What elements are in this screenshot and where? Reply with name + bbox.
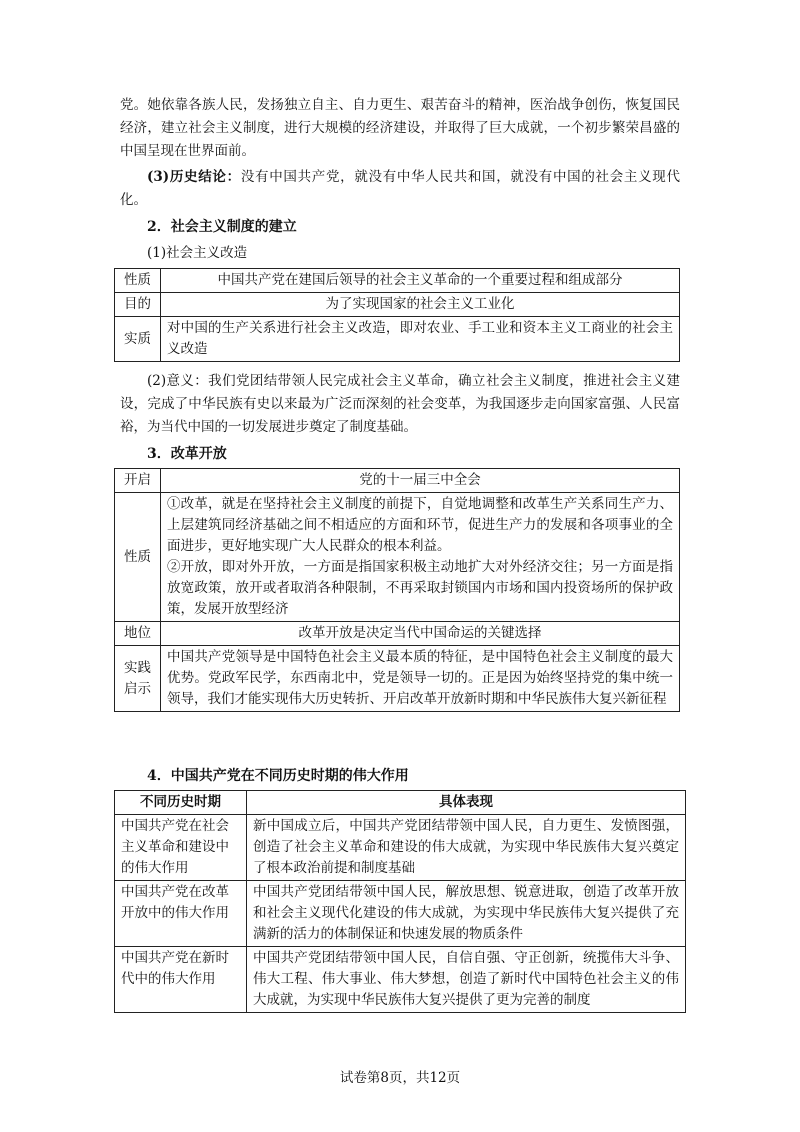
section-2-heading: 2．社会主义制度的建立 [147, 219, 297, 235]
table-row [115, 622, 680, 646]
table-value: 对中国的生产关系进行社会主义改造，即对农业、手工业和资本主义工商业的社会主义改造 [161, 317, 680, 362]
period-cell: 中国共产党在社会主义革命和建设中的伟大作用 [115, 815, 247, 881]
section-3-heading: 3．改革开放 [147, 446, 227, 462]
table-key: 开启 [115, 469, 161, 493]
table-key: 目的 [115, 293, 161, 317]
detail-cell: 中国共产党团结带领中国人民，自信自强、守正创新，统揽伟大斗争、伟大工程、伟大事业、伟大梦想，创造了新时代中国特色社会主义的伟大成就，为实现中华民族伟大复兴提供了更为完善的制度 [247, 947, 686, 1013]
page-footer: 试卷第8页，共12页 [339, 1070, 461, 1086]
reform-opening-table [114, 468, 680, 712]
table-row [115, 493, 680, 622]
table-value: 改革开放是决定当代中国命运的关键选择 [161, 622, 680, 646]
table-row [115, 881, 686, 947]
table-value: 为了实现国家的社会主义工业化 [161, 293, 680, 317]
table-value [161, 493, 680, 622]
intro-paragraph: 党。她依靠各族人民，发扬独立自主、自力更生、艰苦奋斗的精神，医治战争创伤，恢复国民经济，建立社会主义制度，进行大规模的经济建设，并取得了巨大成就，一个初步繁荣昌盛的中国呈现在世界面前。 [120, 97, 680, 159]
historical-conclusion-text: 没有中国共产党，就没有中华人民共和国，就没有中国的社会主义现代化。 [120, 169, 681, 208]
historical-conclusion [120, 166, 680, 212]
table-value: 党的十一届三中全会 [161, 469, 680, 493]
table-row [115, 317, 680, 362]
table-value: 中国共产党领导是中国特色社会主义最本质的特征，是中国特色社会主义制度的最大优势。党政军民学，东西南北中，党是领导一切的。正是因为始终坚持党的集中统一领导，我们才能实现伟大历史转折、开启改革开放新时期和中华民族伟大复兴新征程 [161, 646, 680, 712]
table-row [115, 293, 680, 317]
significance-paragraph: (2)意义：我们党团结带领人民完成社会主义革命，确立社会主义制度，推进社会主义建设，完成了中华民族有史以来最为广泛而深刻的社会变革，为我国逐步走向国家富强、人民富裕，为当代中国的一切发展进步奠定了制度基础。 [120, 373, 680, 435]
opening-definition: ②开放，即对外开放，一方面是指国家积极主动地扩大对外经济交往；另一方面是指放宽政策，放开或者取消各种限制，不再采取封锁国内市场和国内投资场所的保护政策，发展开放型经济 [167, 559, 673, 617]
table-key: 性质 [115, 493, 161, 622]
section-2-subheading: (1)社会主义改造 [147, 245, 248, 261]
column-header: 具体表现 [247, 791, 686, 815]
section-4-heading: 4．中国共产党在不同历史时期的伟大作用 [147, 768, 409, 784]
table-row [115, 646, 680, 712]
table-key: 性质 [115, 269, 161, 293]
period-cell: 中国共产党在改革开放中的伟大作用 [115, 881, 247, 947]
table-key: 地位 [115, 622, 161, 646]
table-row [115, 947, 686, 1013]
detail-cell: 新中国成立后，中国共产党团结带领中国人民，自力更生、发愤图强，创造了社会主义革命和建设的伟大成就，为实现中华民族伟大复兴奠定了根本政治前提和制度基础 [247, 815, 686, 881]
table-value: 中国共产党在建国后领导的社会主义革命的一个重要过程和组成部分 [161, 269, 680, 293]
reform-definition: ①改革，就是在坚持社会主义制度的前提下，自觉地调整和改革生产关系同生产力、上层建筑同经济基础之间不相适应的方面和环节，促进生产力的发展和各项事业的全面进步，更好地实现广大人民群众的根本利益。 [167, 496, 673, 554]
table-key: 实践 启示 [115, 646, 161, 712]
table-row [115, 269, 680, 293]
socialist-transformation-table [114, 268, 680, 362]
table-row [115, 469, 680, 493]
period-cell: 中国共产党在新时代中的伟大作用 [115, 947, 247, 1013]
historical-conclusion-label: (3)历史结论： [147, 169, 241, 185]
table-header-row [115, 791, 686, 815]
column-header: 不同历史时期 [115, 791, 247, 815]
detail-cell: 中国共产党团结带领中国人民，解放思想、锐意进取，创造了改革开放和社会主义现代化建设的伟大成就，为实现中华民族伟大复兴提供了充满新的活力的体制保证和快速发展的物质条件 [247, 881, 686, 947]
party-role-table [114, 790, 686, 1013]
table-key: 实质 [115, 317, 161, 362]
table-row [115, 815, 686, 881]
